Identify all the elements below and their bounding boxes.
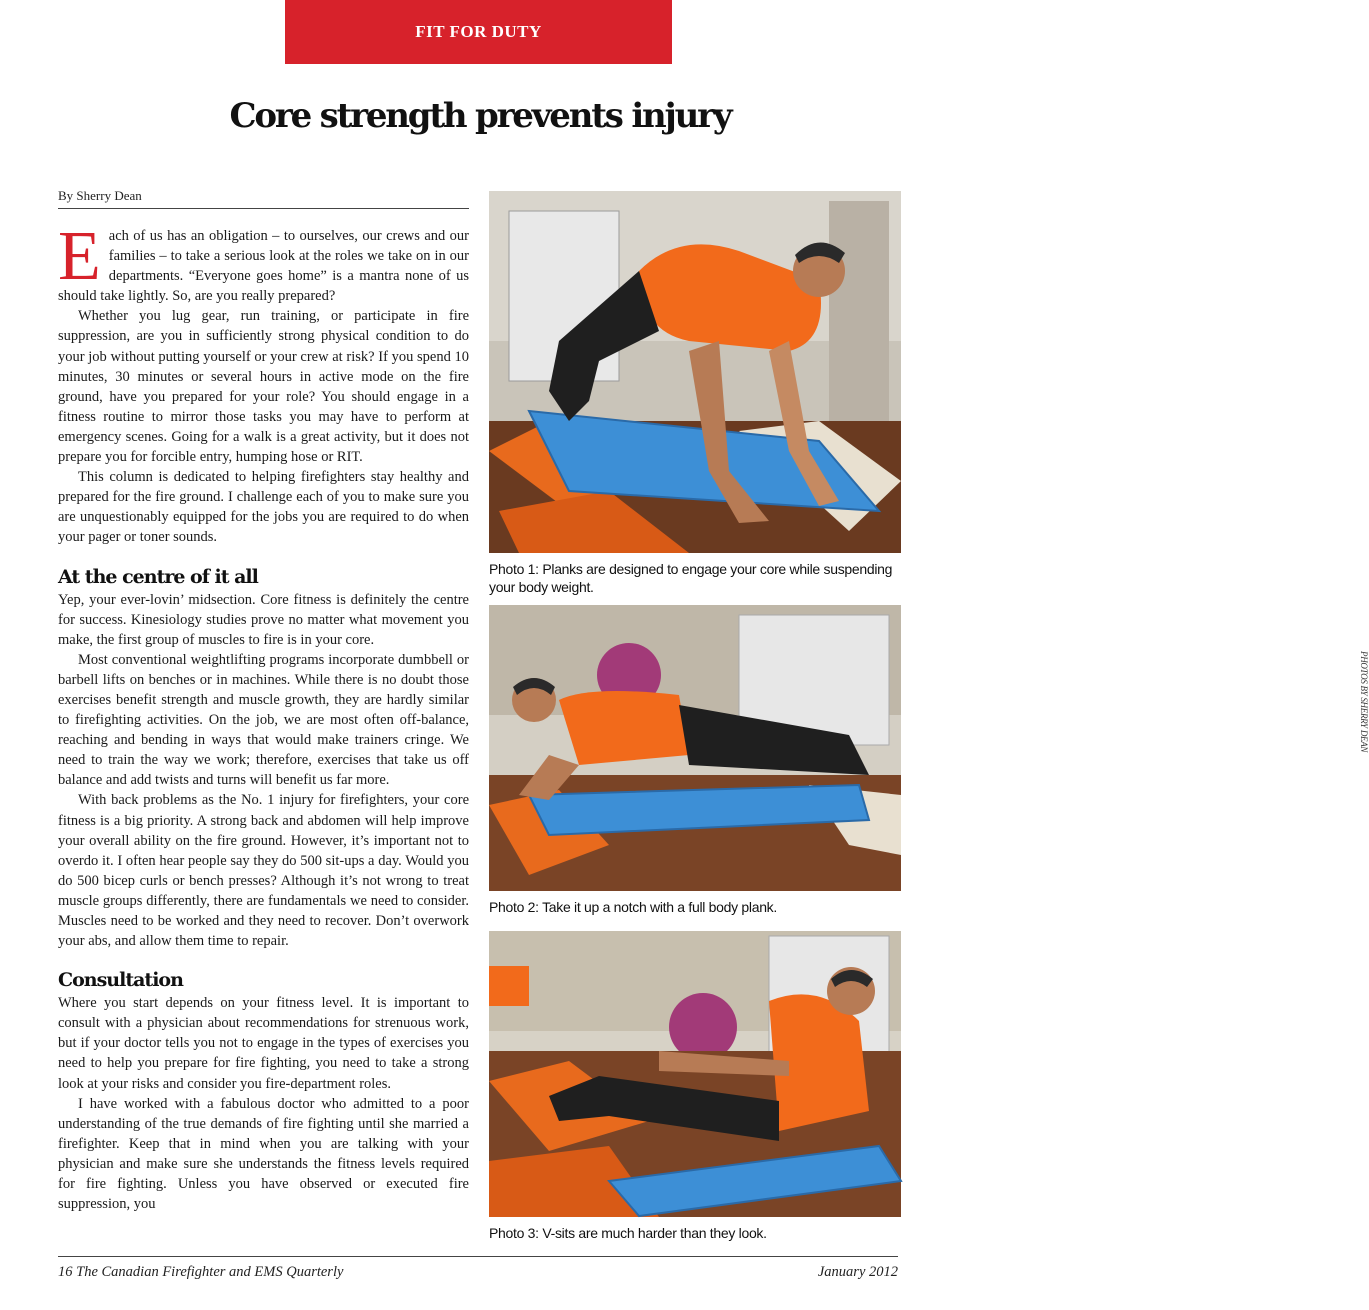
drop-cap: E [58,218,101,295]
section-heading-centre: At the centre of it all [58,565,258,588]
photo-1-caption: Photo 1: Planks are designed to engage your core while suspending your body weight. [489,561,893,595]
footer-page-and-publication: 16 The Canadian Firefighter and EMS Quarterly [58,1264,344,1280]
intro-paragraph-2: Whether you lug gear, run training, or participate in fire suppression, are you in sufficiently strong physical condition to do your job without putting yourself or your crew at risk? If you spend 10 minutes, 30 minutes or several hours in active mode on the fire ground, have you prepared for your role? You should engage in a fitness routine to mirror those tasks you may have to perform at emergency scenes. Going for a walk is a great activity, but it does not prepare you for forcible entry, humping hose or RIT. [58,308,469,466]
consultation-paragraph-1: Where you start depends on your fitness level. It is important to consult with a physician about recommendations for strenuous work, but if your doctor tells you not to engage in the types of exercises you need to help you prepare for fire fighting, you need to take a strong look at your risks and consider you fire-department roles. [58,995,469,1092]
section-banner: FIT FOR DUTY [285,0,672,64]
article-headline: Core strength prevents injury [229,96,731,136]
photo-2-image [489,605,901,891]
photo-1-plank [489,191,1369,753]
footer-rule [58,1256,898,1257]
consultation-paragraph-2: I have worked with a fabulous doctor who admitted to a poor understanding of the true demands of fire fighting until she married a firefighter. Keep that in mind when you are talking with your physician and make sure she understands the fitness levels required for fire fighting. Unless you have observed or executed fire suppression, you [58,1095,469,1213]
article-body-column [58,187,469,1214]
footer-issue-date: January 2012 [817,1264,898,1280]
intro-paragraph-3: This column is dedicated to helping firefighters stay healthy and prepared for the fire ground. I challenge each of you to make sure you are unquestionably equipped for the jobs you are required to do when your pager or toner sounds. [58,469,469,546]
photo-column [489,191,1369,1242]
photo-2-caption: Photo 2: Take it up a notch with a full body plank. [489,899,777,915]
centre-paragraph-2: Most conventional weightlifting programs incorporate dumbbell or barbell lifts on benches or in machines. While there is no doubt those exercises benefit strength and muscle growth, they are hardly similar to firefighting activities. On the job, we are most often off-balance, reaching and bending in ways that would make trainers cringe. We need to train the way we work; therefore, exercises that take us off balance and add twists and turns will benefit us far more. [58,651,469,789]
centre-paragraph-3: With back problems as the No. 1 injury for firefighters, your core fitness is a big priority. A strong back and abdomen will help improve your overall ability on the fire ground. However, it’s important not to overdo it. I often hear people say they do 500 sit-ups a day. Would you do 500 bicep curls or bench presses? Although it’s not wrong to treat muscle groups differently, there are fundamentals we need to consider. Muscles need to be worked and they need to recover. Don’t overwork your abs, and allow them time to repair. [58,792,469,950]
section-heading-consultation: Consultation [58,969,183,992]
photo-1-image [489,191,901,553]
centre-paragraph-1: Yep, your ever-lovin’ midsection. Core fitness is definitely the centre for success. Kinesiology studies prove no matter what movement you make, the first group of muscles to fire is in your core. [58,591,469,648]
intro-paragraph-1-text: ach of us has an obligation – to ourselves, our crews and our families – to take a serious look at the roles we take on in our departments. “Everyone goes home” is a mantra none of us should take lightly. So, are you really prepared? [58,228,469,305]
photo-2-full-plank [489,605,901,916]
photo-credit: PHOTOS BY SHERRY DEAN [1359,651,1369,753]
byline: By Sherry Dean [58,187,469,209]
photo-3-image [489,931,901,1217]
photo-3-caption: Photo 3: V-sits are much harder than they look. [489,1225,767,1241]
intro-paragraph-1 [58,218,469,306]
photo-3-v-sit [489,931,901,1242]
